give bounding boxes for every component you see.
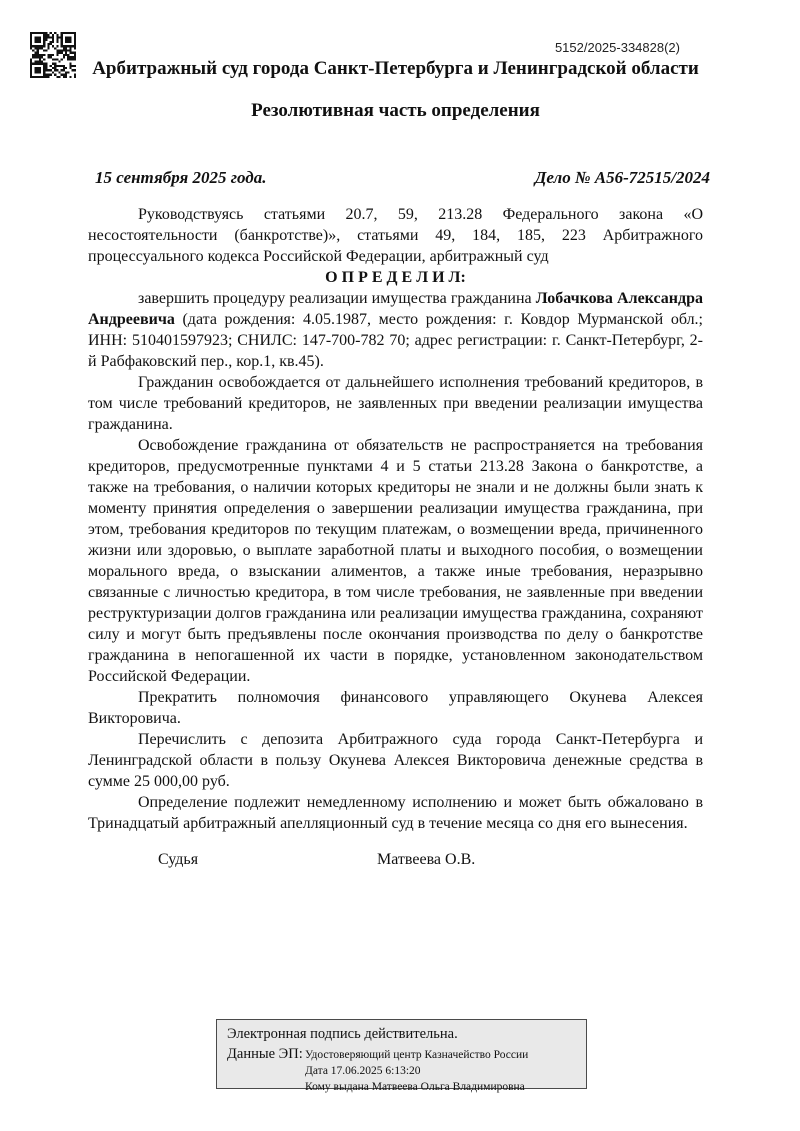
decision-date: 15 сентября 2025 года. <box>95 168 267 187</box>
esignature-box <box>216 1019 587 1093</box>
esignature-issued-to: Кому выдана Матвеева Ольга Владимировна <box>305 1081 525 1093</box>
esignature-valid-text: Электронная подпись действительна. <box>227 1026 458 1042</box>
judge-label: Судья <box>158 851 199 868</box>
qr-code-icon <box>30 32 76 78</box>
case-number: Дело № А56-72515/2024 <box>534 168 710 187</box>
document-body <box>88 204 703 834</box>
debtor-name: Лобачкова Александра Андреевича <box>88 290 703 328</box>
document-number: 5152/2025-334828(2) <box>554 40 680 55</box>
paragraph-intro: Руководствуясь статьями 20.7, 59, 213.28 Федерального закона «О несостоятельности (банкротстве)», статьями 49, 184, 185, 223 Арбитражного процессуального кодекса Российской Федерации, арбитражный суд <box>88 206 703 265</box>
esignature-date: Дата 17.06.2025 6:13:20 <box>305 1065 421 1077</box>
meta-row <box>95 167 710 188</box>
paragraph-terminate-manager: Прекратить полномочия финансового управляющего Окунева Алексея Викторовича. <box>88 689 703 727</box>
esignature-certification-center: Удостоверяющий центр Казначейство России <box>305 1049 529 1061</box>
esignature-data-row <box>227 1046 576 1095</box>
paragraph-exceptions: Освобождение гражданина от обязательств не распространяется на требования кредиторов, предусмотренные пунктами 4 и 5 статьи 213.28 Закона о банкротстве, а также на требования, о наличии которых кредиторы не знали и не должны были знать к моменту принятия определения о завершении реализации имущества гражданина, при этом, требования кредиторов по текущим платежам, о возмещении вреда, причиненного жизни или здоровью, о выплате заработной платы и выходного пособия, о возмещении морального вреда, о взыскании алиментов, а также иные требования, неразрывно связанные с личностью кредитора, в том числе требования, не заявленные при введении реструктуризации долгов гражданина или реализации имущества гражданина, сохраняют силу и могут быть предъявлены после окончания производства по делу о банкротстве гражданина в непогашенной их части в порядке, установленном законодательством Российской Федерации. <box>88 437 703 685</box>
paragraph-release: Гражданин освобождается от дальнейшего исполнения требований кредиторов, в том числе требований кредиторов, не заявленных при введении реализации имущества гражданина. <box>88 374 703 433</box>
resolution-heading: О П Р Е Д Е Л И Л: <box>325 269 466 286</box>
paragraph-transfer-funds: Перечислить с депозита Арбитражного суда города Санкт-Петербурга и Ленинградской области в пользу Окунева Алексея Викторовича денежные средства в сумме 25 000,00 руб. <box>88 731 703 790</box>
paragraph-appeal: Определение подлежит немедленному исполнению и может быть обжаловано в Тринадцатый арбитражный апелляционный суд в течение месяца со дня его вынесения. <box>88 794 703 832</box>
signature-row <box>88 849 703 871</box>
paragraph-complete-pre: завершить процедуру реализации имущества гражданина <box>138 290 536 307</box>
court-name: Арбитражный суд города Санкт-Петербурга и Ленинградской области <box>92 58 699 79</box>
judge-name: Матвеева О.В. <box>377 851 476 868</box>
esignature-details <box>305 1046 528 1095</box>
page-title: Резолютивная часть определения <box>251 100 540 121</box>
esignature-data-label: Данные ЭП: <box>227 1046 303 1062</box>
paragraph-complete-procedure <box>88 288 703 372</box>
paragraph-complete-post: (дата рождения: 4.05.1987, место рождения: г. Ковдор Мурманской обл.; ИНН: 510401597923; СНИЛС: 147-700-782 70; адрес регистрации: г. Санкт-Петербург, 2-й Рабфаковский пер., кор.1, кв.45). <box>88 311 703 370</box>
